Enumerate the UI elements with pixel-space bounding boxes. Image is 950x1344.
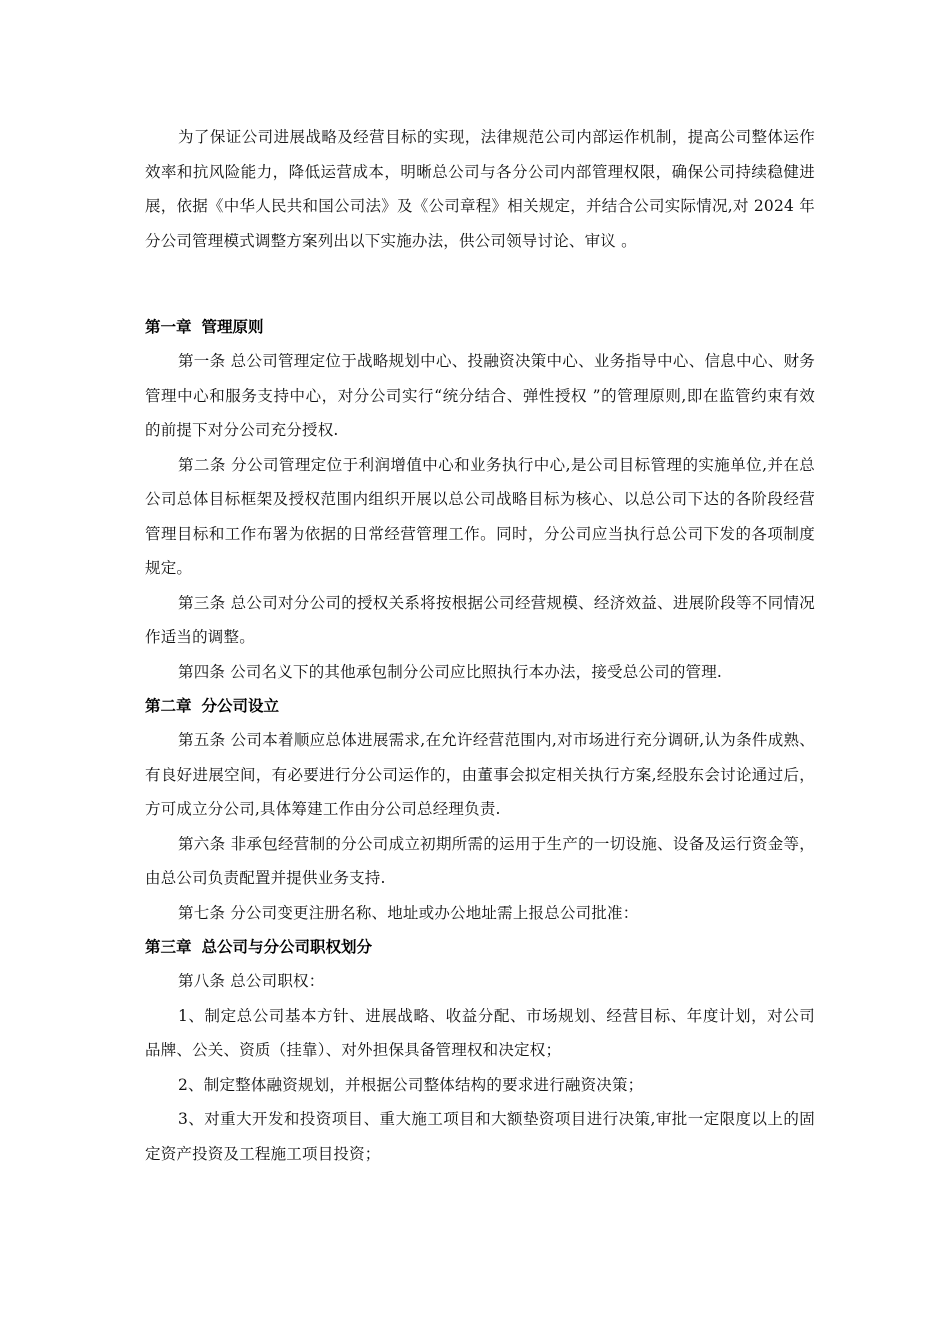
list-item: 3、对重大开发和投资项目、重大施工项目和大额垫资项目进行决策,审批一定限度以上的固定资产投资及工程施工项目投资； bbox=[145, 1110, 815, 1163]
chapter-2 bbox=[145, 689, 815, 930]
article-paragraph: 第二条 分公司管理定位于利润增值中心和业务执行中心,是公司目标管理的实施单位,并在总公司总体目标框架及授权范围内组织开展以总公司战略目标为核心、以总公司下达的各阶段经营管理目标和工作布署为依据的日常经营管理工作。同时，分公司应当执行总公司下发的各项制度规定。 bbox=[145, 455, 815, 577]
chapter-number: 第三章 bbox=[145, 938, 192, 956]
article-paragraph: 第六条 非承包经营制的分公司成立初期所需的运用于生产的一切设施、设备及运行资金等，由总公司负责配置并提供业务支持. bbox=[145, 834, 815, 887]
list-item: 1、制定总公司基本方针、进展战略、收益分配、市场规划、经营目标、年度计划，对公司品牌、公关、资质（挂靠）、对外担保具备管理权和决定权； bbox=[145, 1006, 815, 1059]
chapter-title: 管理原则 bbox=[201, 318, 264, 336]
chapter-3 bbox=[145, 930, 815, 1171]
article-paragraph: 第一条 总公司管理定位于战略规划中心、投融资决策中心、业务指导中心、信息中心、财务管理中心和服务支持中心，对分公司实行“统分结合、弹性授权 ”的管理原则,即在监管约束有效的前提下对分公司充分授权. bbox=[145, 352, 815, 439]
article-paragraph: 第七条 分公司变更注册名称、地址或办公地址需上报总公司批准： bbox=[178, 903, 639, 922]
chapter-heading bbox=[145, 689, 815, 723]
intro-paragraph: 为了保证公司进展战略及经营目标的实现，法律规范公司内部运作机制，提高公司整体运作效率和抗风险能力，降低运营成本，明晰总公司与各分公司内部管理权限，确保公司持续稳健进展，依据《中华人民共和国公司法》及《公司章程》相关规定，并结合公司实际情况,对 2024 年分公司管理模式调整方案列出以下实施办法，供公司领导讨论、审议 。 bbox=[145, 128, 815, 250]
chapter-heading bbox=[145, 310, 815, 344]
chapter-number: 第二章 bbox=[145, 697, 192, 715]
article-paragraph: 第四条 公司名义下的其他承包制分公司应比照执行本办法，接受总公司的管理. bbox=[178, 662, 723, 681]
chapter-title: 总公司与分公司职权划分 bbox=[201, 938, 373, 956]
chapter-title: 分公司设立 bbox=[201, 697, 280, 715]
chapter-heading bbox=[145, 930, 815, 964]
list-item: 2、制定整体融资规划，并根据公司整体结构的要求进行融资决策； bbox=[178, 1075, 644, 1094]
document-page bbox=[145, 120, 815, 1171]
article-paragraph: 第三条 总公司对分公司的授权关系将按根据公司经营规模、经济效益、进展阶段等不同情况作适当的调整。 bbox=[145, 593, 815, 646]
chapter-1 bbox=[145, 310, 815, 689]
article-paragraph: 第八条 总公司职权： bbox=[178, 972, 325, 990]
article-paragraph: 第五条 公司本着顺应总体进展需求,在允许经营范围内,对市场进行充分调研,认为条件成熟、有良好进展空间，有必要进行分公司运作的，由董事会拟定相关执行方案,经股东会讨论通过后，方可成立分公司,具体筹建工作由分公司总经理负责. bbox=[145, 731, 815, 818]
chapter-number: 第一章 bbox=[145, 318, 192, 336]
